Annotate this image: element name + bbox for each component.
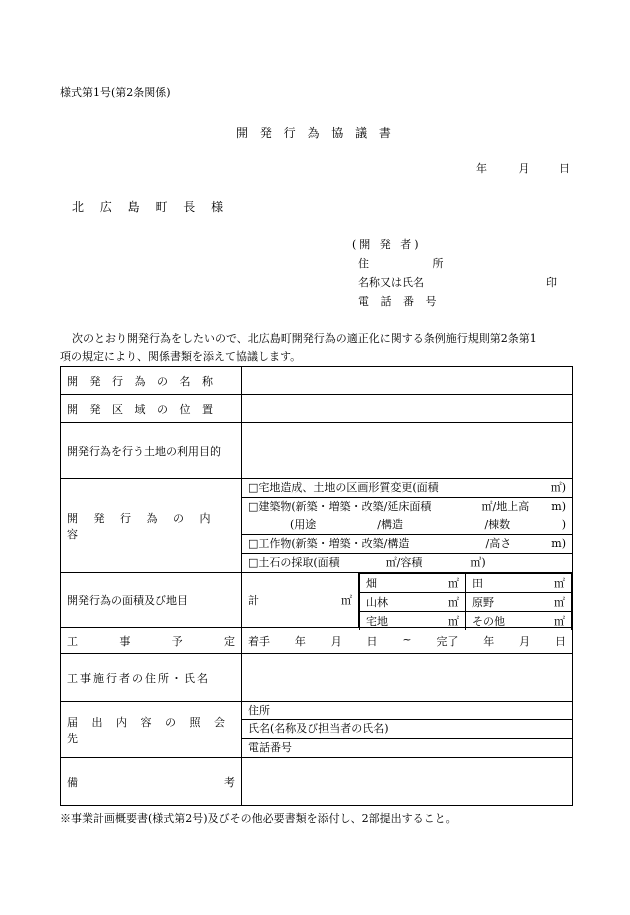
land-type-unit: ㎡ bbox=[554, 577, 565, 590]
option-3-unit: m) bbox=[551, 537, 566, 550]
date-line bbox=[476, 160, 570, 176]
date-month: 月 bbox=[518, 162, 530, 175]
land-type-label: 山林 bbox=[366, 596, 388, 609]
contact-phone[interactable] bbox=[242, 739, 572, 757]
area-total-unit: ㎡ bbox=[341, 594, 352, 607]
option-1-label: □宅地造成、土地の区画形質変更(面積 bbox=[248, 481, 439, 494]
schedule-end: 完了 bbox=[436, 634, 459, 648]
land-type-unit: ㎡ bbox=[448, 577, 459, 590]
land-type-unit: ㎡ bbox=[554, 596, 565, 609]
intro-line-1: 次のとおり開発行為をしたいので、北広島町開発行為の適正化に関する条例施行規則第2条第1 bbox=[72, 332, 537, 345]
land-type-grid bbox=[359, 573, 572, 627]
content-option-4[interactable] bbox=[242, 554, 572, 572]
location-field[interactable] bbox=[242, 395, 573, 423]
row-label-contractor: 工事施行者の住所・氏名 bbox=[61, 654, 242, 702]
schedule-month-2: 月 bbox=[519, 634, 531, 648]
option-2-unit1: ㎡/地上高 bbox=[481, 500, 530, 513]
land-type-cell[interactable] bbox=[466, 574, 572, 593]
option-2-use: (用途 bbox=[290, 518, 317, 531]
applicant-phone-label: 電 話 番 号 bbox=[358, 295, 441, 308]
schedule-month: 月 bbox=[330, 634, 342, 648]
land-type-cell[interactable] bbox=[360, 593, 466, 612]
land-type-table bbox=[359, 573, 572, 630]
content-option-2[interactable] bbox=[242, 498, 572, 535]
land-type-cell[interactable] bbox=[360, 612, 466, 631]
land-type-cell[interactable] bbox=[466, 612, 572, 631]
land-type-unit: ㎡ bbox=[448, 596, 459, 609]
schedule-start: 着手 bbox=[248, 634, 270, 648]
option-3-height: /高さ bbox=[485, 537, 512, 550]
date-year: 年 bbox=[476, 162, 487, 175]
row-label-schedule bbox=[61, 628, 242, 654]
contact-address-label: 住所 bbox=[248, 704, 270, 717]
option-4-label: □土石の採取(面積 bbox=[248, 556, 340, 569]
schedule-label-3: 予 bbox=[171, 634, 183, 648]
contact-name-label: 氏名(名称及び担当者の氏名) bbox=[248, 722, 389, 735]
contact-address[interactable] bbox=[242, 702, 572, 720]
option-2-close: ) bbox=[561, 518, 566, 531]
remarks-label-2: 考 bbox=[224, 775, 235, 789]
schedule-tilde: ~ bbox=[402, 632, 412, 646]
applicant-heading: (開 発 者) bbox=[352, 238, 422, 251]
applicant-address-label: 住 所 bbox=[358, 257, 474, 270]
row-label-location: 開 発 区 域 の 位 置 bbox=[61, 395, 242, 423]
option-2-structure: /構造 bbox=[377, 518, 403, 531]
land-type-label: その他 bbox=[472, 615, 505, 628]
schedule-label-2: 事 bbox=[119, 634, 131, 648]
addressee: 北 広 島 町 長 様 bbox=[72, 200, 230, 214]
land-type-label: 畑 bbox=[366, 577, 377, 590]
row-label-purpose: 開発行為を行う土地の利用目的 bbox=[61, 423, 242, 479]
schedule-day-2: 日 bbox=[554, 634, 566, 648]
row-label-area: 開発行為の面積及び地目 bbox=[61, 573, 242, 628]
land-type-unit: ㎡ bbox=[448, 615, 459, 628]
option-4-unit: ㎡/容積 bbox=[385, 556, 423, 569]
schedule-year: 年 bbox=[294, 634, 306, 648]
application-table bbox=[60, 366, 573, 806]
applicant-name-label: 名称又は氏名 bbox=[358, 276, 424, 289]
land-type-label: 田 bbox=[472, 577, 483, 590]
footnote: ※事業計画概要書(様式第2号)及びその他必要書類を添付し、2部提出すること。 bbox=[60, 812, 457, 825]
name-field[interactable] bbox=[242, 367, 573, 395]
content-option-3[interactable] bbox=[242, 535, 572, 554]
schedule-label-4: 定 bbox=[223, 634, 235, 648]
row-label-remarks bbox=[61, 758, 242, 806]
schedule-label-spread bbox=[67, 633, 235, 649]
contact-name[interactable] bbox=[242, 720, 572, 739]
land-type-cell[interactable] bbox=[360, 574, 466, 593]
date-day: 日 bbox=[559, 162, 570, 175]
document-title: 開 発 行 為 協 議 書 bbox=[236, 126, 395, 140]
schedule-label-1: 工 bbox=[67, 634, 78, 648]
option-2-label: □建築物(新築・増築・改築/延床面積 bbox=[248, 500, 432, 513]
remarks-field[interactable] bbox=[242, 758, 573, 806]
content-option-1[interactable] bbox=[242, 479, 572, 498]
area-total-label: 計 bbox=[248, 594, 259, 607]
row-label-name: 開 発 行 為 の 名 称 bbox=[61, 367, 242, 395]
schedule-year-2: 年 bbox=[483, 634, 495, 648]
remarks-label-1: 備 bbox=[67, 775, 78, 789]
content-options bbox=[242, 479, 573, 573]
contact-phone-label: 電話番号 bbox=[248, 741, 292, 754]
intro-line-2: 項の規定により、関係書類を添えて協議します。 bbox=[60, 350, 302, 363]
seal-mark: 印 bbox=[546, 276, 557, 289]
option-3-label: □工作物(新築・増築・改築/構造 bbox=[248, 537, 410, 550]
land-type-unit: ㎡ bbox=[554, 615, 565, 628]
area-total[interactable] bbox=[242, 573, 359, 627]
option-2-unit2: m) bbox=[551, 500, 566, 513]
schedule-day: 日 bbox=[366, 634, 378, 648]
row-label-contact: 届 出 内 容 の 照 会 先 bbox=[61, 702, 242, 758]
area-cell bbox=[242, 573, 573, 628]
purpose-field[interactable] bbox=[242, 423, 573, 479]
contact-cell bbox=[242, 702, 573, 758]
remarks-label-spread bbox=[67, 774, 235, 790]
land-type-cell[interactable] bbox=[466, 593, 572, 612]
land-type-label: 宅地 bbox=[366, 615, 388, 628]
option-4-unit2: ㎥) bbox=[470, 556, 486, 569]
form-number: 様式第1号(第2条関係) bbox=[60, 86, 171, 99]
land-type-label: 原野 bbox=[472, 596, 494, 609]
contractor-field[interactable] bbox=[242, 654, 573, 702]
option-2-count: /棟数 bbox=[484, 518, 511, 531]
schedule-field[interactable] bbox=[242, 628, 573, 654]
option-1-unit: ㎡) bbox=[550, 481, 566, 494]
row-label-content: 開 発 行 為 の 内 容 bbox=[61, 479, 242, 573]
